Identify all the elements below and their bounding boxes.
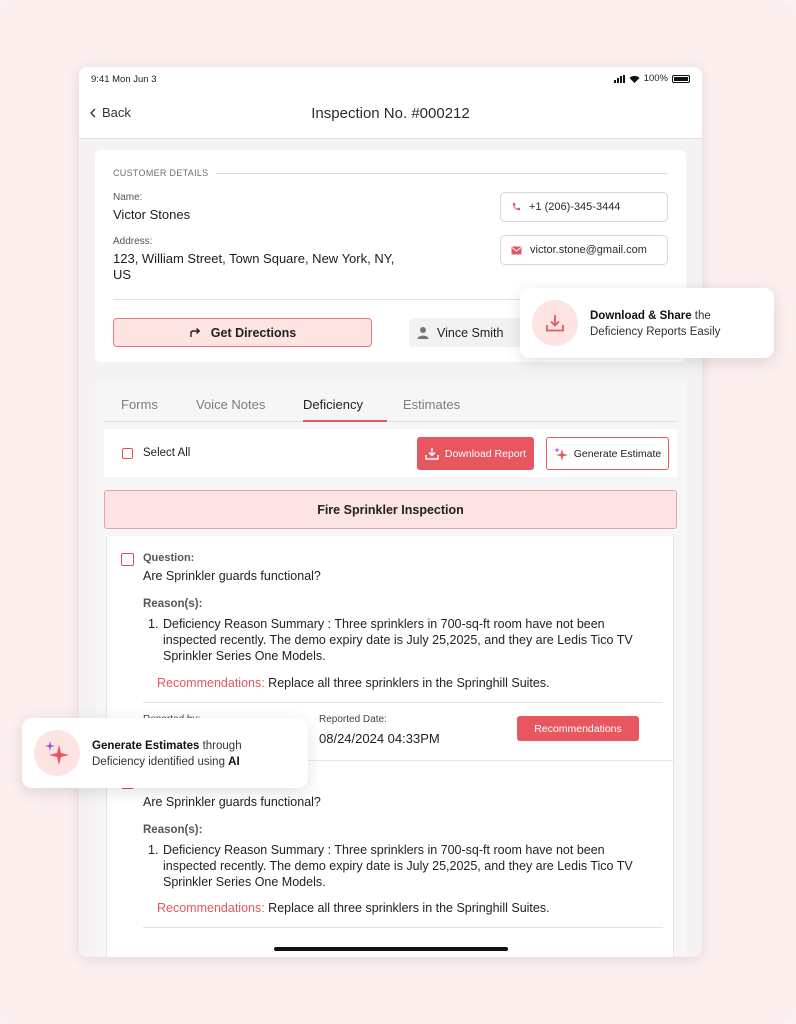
page-title: Inspection No. #000212 — [311, 105, 470, 122]
deficiency-toolbar — [104, 429, 677, 477]
download-report-button[interactable] — [417, 437, 534, 470]
generate-estimates-line2: Deficiency identified using — [92, 756, 229, 768]
download-share-line2: Deficiency Reports Easily — [590, 326, 721, 338]
generate-estimates-text — [92, 738, 242, 770]
get-directions-button[interactable] — [113, 318, 372, 347]
download-share-rest: the — [691, 310, 711, 322]
section-header: Fire Sprinkler Inspection — [104, 490, 677, 529]
section-divider — [216, 173, 668, 174]
download-icon — [425, 447, 439, 460]
generate-estimate-label: Generate Estimate — [573, 447, 662, 460]
tab-estimates[interactable]: Estimates — [403, 397, 461, 412]
battery-icon — [672, 75, 690, 83]
battery-percent: 100% — [643, 73, 668, 84]
reason-item — [148, 842, 638, 890]
recommendation-text: Replace all three sprinklers in the Springhill Suites. — [264, 676, 550, 690]
download-share-callout — [520, 288, 774, 358]
reason-label: Reason(s): — [143, 824, 203, 836]
question-text: Are Sprinkler guards functional? — [143, 795, 321, 809]
question-divider — [143, 927, 663, 928]
sparkle-icon-badge — [34, 730, 80, 776]
reason-item — [148, 616, 638, 664]
reason-text: Deficiency Reason Summary : Three sprinklers in 700-sq-ft room have not been inspected recently. The demo expiry date is July 25,2025, and they are Ledis Tico TV Sprinkler Series One Models. — [163, 843, 633, 889]
download-icon-badge — [532, 300, 578, 346]
question-label: Question: — [143, 552, 195, 564]
reason-number: 1. — [148, 617, 159, 631]
wifi-icon — [629, 75, 640, 83]
generate-estimates-callout — [22, 718, 308, 788]
email-address: victor.stone@gmail.com — [530, 244, 647, 256]
question-divider — [143, 702, 663, 703]
get-directions-label: Get Directions — [210, 325, 297, 340]
status-time: 9:41 Mon Jun 3 — [91, 74, 157, 85]
sparkle-icon — [554, 447, 568, 461]
question-checkbox[interactable] — [121, 553, 134, 566]
active-tab-indicator — [303, 420, 387, 422]
checkbox-icon — [122, 448, 133, 459]
download-report-label: Download Report — [444, 447, 527, 460]
address-line-2: US — [113, 267, 132, 282]
phone-number: +1 (206)-345-3444 — [529, 201, 621, 213]
download-icon — [545, 314, 565, 332]
recommendation-label: Recommendations: — [157, 901, 265, 915]
recommendation-label: Recommendations: — [157, 676, 265, 690]
reported-date-label: Reported Date: — [319, 714, 387, 725]
turn-right-icon — [189, 327, 201, 338]
phone-icon — [511, 202, 521, 212]
nav-bar — [79, 91, 702, 139]
deficiency-panel — [95, 380, 686, 957]
generate-estimate-button[interactable] — [546, 437, 669, 470]
back-label: Back — [102, 105, 131, 120]
question-card — [106, 760, 674, 957]
assignee-name: Vince Smith — [437, 325, 504, 340]
signal-icon — [614, 75, 625, 83]
generate-estimates-ai: AI — [228, 756, 240, 768]
reason-label: Reason(s): — [143, 598, 203, 610]
select-all-checkbox[interactable] — [122, 447, 190, 459]
recommendation-text: Replace all three sprinklers in the Springhill Suites. — [264, 901, 550, 915]
customer-name: Victor Stones — [113, 207, 191, 222]
customer-section-title: CUSTOMER DETAILS — [113, 168, 209, 178]
download-share-text — [590, 308, 720, 340]
question-text: Are Sprinkler guards functional? — [143, 569, 321, 583]
reported-date: 08/24/2024 04:33PM — [319, 731, 440, 746]
sparkle-icon — [45, 741, 69, 765]
download-share-bold: Download & Share — [590, 310, 692, 322]
generate-estimates-rest: through — [199, 740, 242, 752]
reason-text: Deficiency Reason Summary : Three sprinklers in 700-sq-ft room have not been inspected recently. The demo expiry date is July 25,2025, and they are Ledis Tico TV Sprinkler Series One Models. — [163, 617, 633, 663]
tablet-frame — [79, 67, 702, 957]
recommendation — [157, 676, 550, 690]
recommendation — [157, 901, 550, 915]
address-line-1: 123, William Street, Town Square, New York, NY, — [113, 251, 395, 266]
select-all-label: Select All — [143, 447, 191, 459]
generate-estimates-bold: Generate Estimates — [92, 740, 200, 752]
email-field[interactable] — [500, 235, 668, 265]
status-right — [614, 73, 690, 84]
address-label: Address: — [113, 236, 153, 247]
status-bar — [79, 67, 702, 91]
mail-icon — [511, 246, 522, 255]
phone-field[interactable] — [500, 192, 668, 222]
home-indicator — [274, 947, 508, 951]
recommendations-button[interactable]: Recommendations — [517, 716, 639, 741]
user-icon — [417, 326, 429, 339]
tab-forms[interactable]: Forms — [121, 397, 158, 412]
tab-deficiency[interactable]: Deficiency — [303, 397, 363, 412]
tab-bar — [104, 380, 677, 422]
name-label: Name: — [113, 192, 143, 203]
customer-section-label — [113, 168, 668, 178]
reason-number: 1. — [148, 843, 159, 857]
tab-voice-notes[interactable]: Voice Notes — [196, 397, 266, 412]
